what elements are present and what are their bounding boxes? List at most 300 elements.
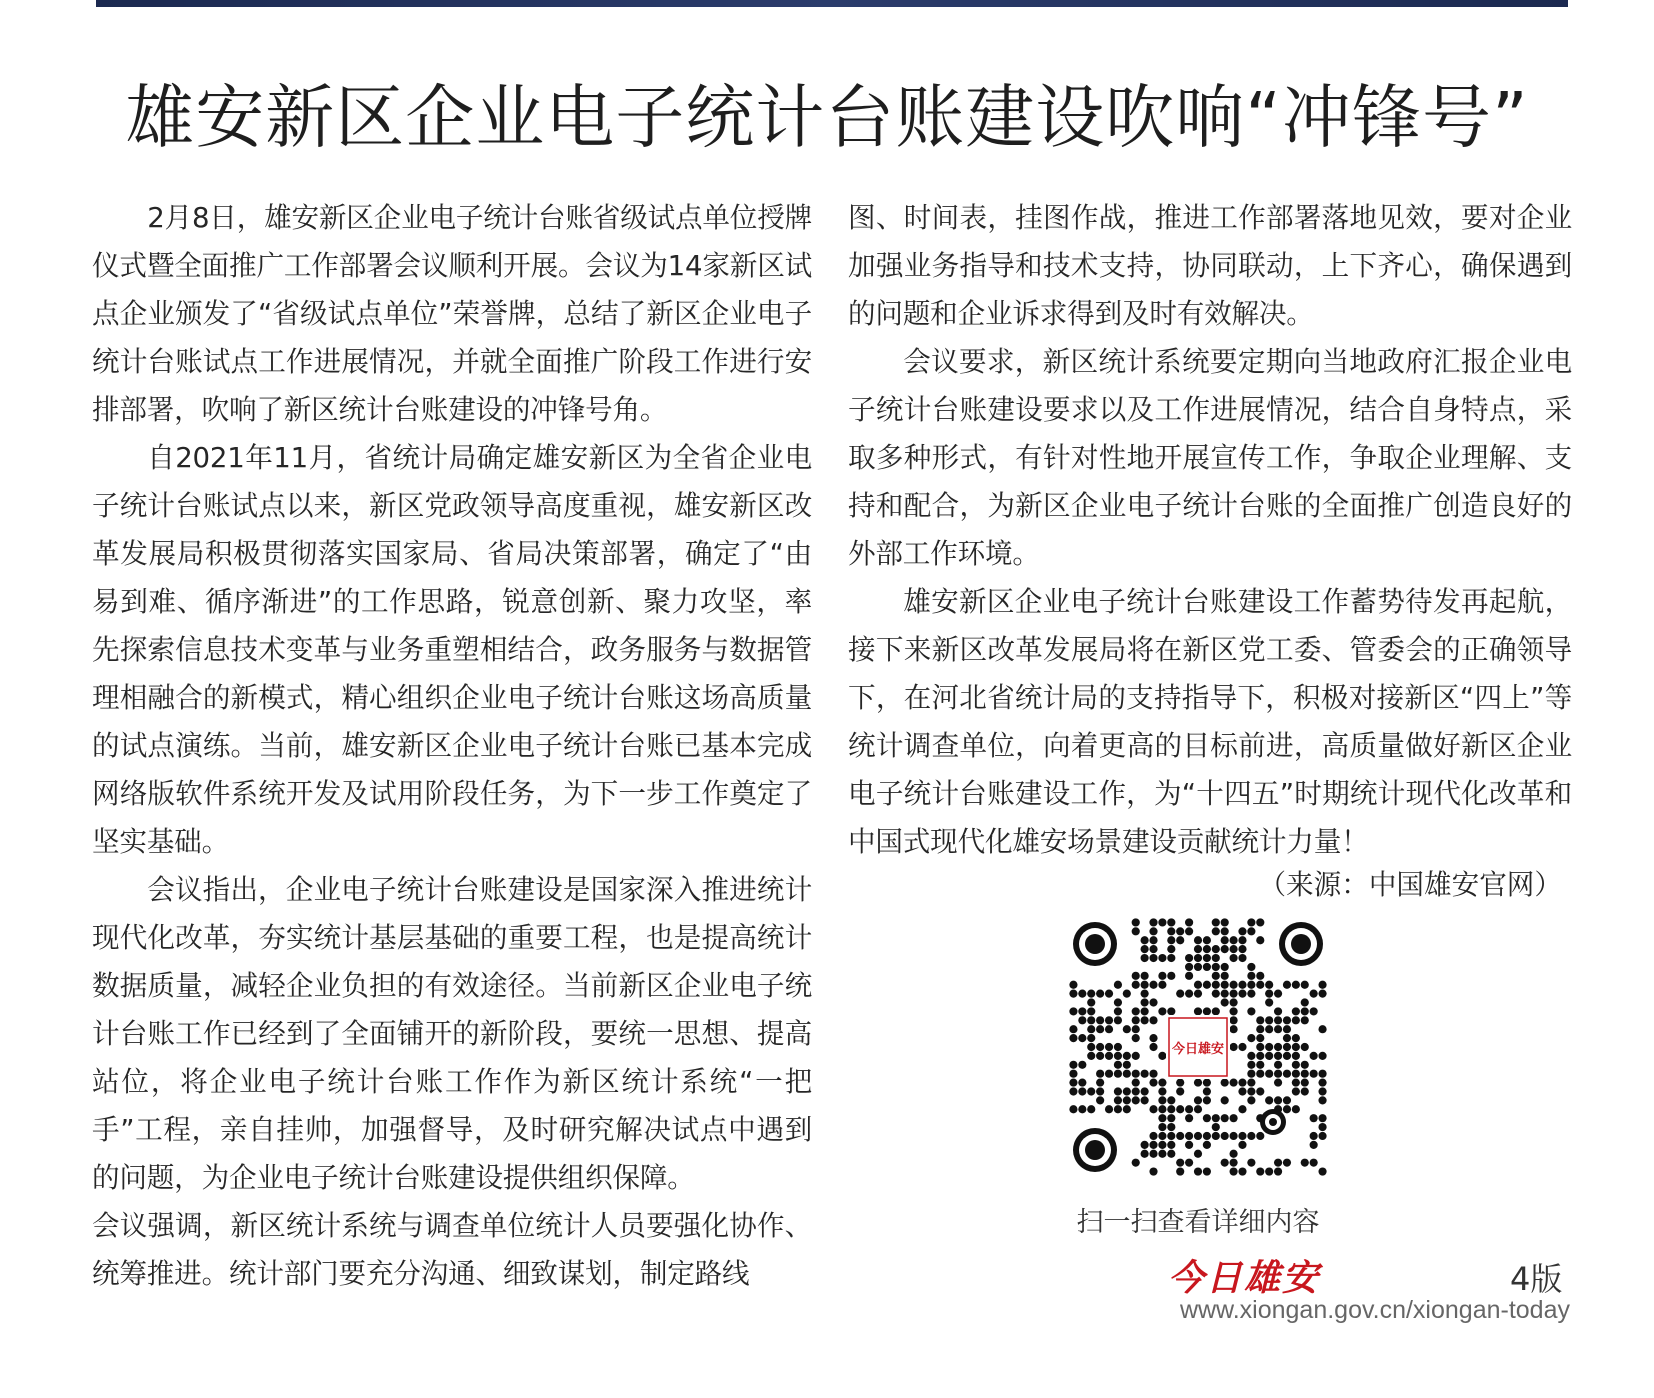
qr-module <box>1318 1167 1326 1175</box>
qr-module <box>1256 1070 1264 1078</box>
qr-module <box>1292 1061 1300 1069</box>
qr-module <box>1176 1087 1184 1095</box>
qr-module <box>1096 1096 1104 1104</box>
qr-module <box>1301 1070 1309 1078</box>
qr-module <box>1212 981 1220 989</box>
qr-module <box>1247 1061 1255 1069</box>
qr-module <box>1238 1167 1246 1175</box>
qr-module <box>1301 1078 1309 1086</box>
qr-module <box>1096 1052 1104 1060</box>
qr-module <box>1123 1070 1131 1078</box>
qr-module <box>1247 963 1255 971</box>
qr-module <box>1221 972 1229 980</box>
qr-module <box>1318 1078 1326 1086</box>
qr-module <box>1123 1096 1131 1104</box>
qr-module <box>1185 1141 1193 1149</box>
qr-module <box>1283 1159 1291 1167</box>
qr-module <box>1087 998 1095 1006</box>
qr-module <box>1229 1043 1237 1051</box>
qr-module <box>1114 1061 1122 1069</box>
qr-module <box>1194 963 1202 971</box>
qr-module <box>1123 1105 1131 1113</box>
qr-module <box>1069 1061 1077 1069</box>
qr-module <box>1301 1159 1309 1167</box>
qr-module <box>1247 1034 1255 1042</box>
qr-module <box>1256 1016 1264 1024</box>
paragraph-2: 自2021年11月，省统计局确定雄安新区为全省企业电子统计台账试点以来，新区党政领导高度重视，雄安新区改革发展局积极贯彻落实国家局、省局决策部署，确定了“由易到难、循序渐进”的工作思路，锐意创新、聚力攻坚，率先探索信息技术变革与业务重塑相结合，政务服务与数据管理相融合的新模式，精心组织企业电子统计台账这场高质量的试点演练。当前，雄安新区企业电子统计台账已基本完成网络版软件系统开发及试用阶段任务，为下一步工作奠定了坚实基础。 <box>92 441 812 858</box>
qr-module <box>1069 981 1077 989</box>
publication-logo: 今日雄安 <box>1168 1257 1321 1299</box>
qr-module <box>1087 1025 1095 1033</box>
qr-module <box>1194 1150 1202 1158</box>
qr-module <box>1256 1061 1264 1069</box>
qr-module <box>1318 990 1326 998</box>
qr-module <box>1274 1070 1282 1078</box>
qr-module <box>1078 1016 1086 1024</box>
qr-module <box>1256 1025 1264 1033</box>
qr-module <box>1265 1025 1273 1033</box>
qr-module <box>1114 1052 1122 1060</box>
qr-module <box>1149 998 1157 1006</box>
website-url[interactable]: www.xiongan.gov.cn/xiongan-today <box>1179 1296 1570 1324</box>
paragraph-6: 雄安新区企业电子统计台账建设工作蓄势待发再起航，接下来新区改革发展局将在新区党工委、管委会的正确领导下，在河北省统计局的支持指导下，积极对接新区“四上”等统计调查单位，向着更高的目标前进，高质量做好新区企业电子统计台账建设工作，为“十四五”时期统计现代化改革和中国式现代化雄安场景建设贡献统计力量！ <box>848 585 1572 858</box>
qr-module <box>1069 1007 1077 1015</box>
qr-module <box>1141 1150 1149 1158</box>
qr-module <box>1221 990 1229 998</box>
qr-module <box>1212 954 1220 962</box>
page-number: 4版 <box>1510 1260 1563 1298</box>
qr-module <box>1203 1141 1211 1149</box>
qr-module <box>1310 1070 1318 1078</box>
qr-module <box>1256 918 1264 926</box>
qr-module <box>1149 945 1157 953</box>
qr-module <box>1167 1105 1175 1113</box>
qr-module <box>1194 945 1202 953</box>
qr-module <box>1283 1034 1291 1042</box>
qr-module <box>1318 1052 1326 1060</box>
qr-module <box>1203 954 1211 962</box>
qr-module <box>1069 1078 1077 1086</box>
qr-module <box>1149 1016 1157 1024</box>
top-rule-bar <box>96 0 1568 7</box>
qr-module <box>1114 981 1122 989</box>
qr-module <box>1310 1007 1318 1015</box>
qr-module <box>1132 1159 1140 1167</box>
qr-module <box>1167 918 1175 926</box>
qr-module <box>1132 1070 1140 1078</box>
qr-module <box>1158 1052 1166 1060</box>
qr-module <box>1229 981 1237 989</box>
qr-module <box>1221 1159 1229 1167</box>
qr-module <box>1194 1132 1202 1140</box>
qr-module <box>1158 1123 1166 1131</box>
qr-module <box>1292 1052 1300 1060</box>
qr-module <box>1158 1150 1166 1158</box>
qr-module <box>1194 981 1202 989</box>
qr-module <box>1185 1132 1193 1140</box>
qr-module <box>1176 1167 1184 1175</box>
qr-module <box>1274 1043 1282 1051</box>
qr-module <box>1114 998 1122 1006</box>
qr-module <box>1265 1016 1273 1024</box>
paragraph-5: 会议要求，新区统计系统要定期向当地政府汇报企业电子统计台账建设要求以及工作进展情况，结合自身特点，采取多种形式，有针对性地开展宣传工作，争取企业理解、支持和配合，为新区企业电子统计台账的全面推广创造良好的外部工作环境。 <box>848 345 1572 570</box>
qr-module <box>1141 1007 1149 1015</box>
qr-module <box>1229 990 1237 998</box>
qr-module <box>1229 998 1237 1006</box>
qr-module <box>1096 1078 1104 1086</box>
qr-module <box>1141 998 1149 1006</box>
qr-module <box>1265 1096 1273 1104</box>
qr-module <box>1238 1078 1246 1086</box>
qr-module <box>1185 1159 1193 1167</box>
qr-module <box>1310 1132 1318 1140</box>
qr-module <box>1310 1052 1318 1060</box>
qr-module <box>1069 1034 1077 1042</box>
qr-module <box>1212 918 1220 926</box>
qr-module <box>1096 1087 1104 1095</box>
qr-module <box>1132 1025 1140 1033</box>
qr-module <box>1149 1070 1157 1078</box>
qr-module <box>1105 1016 1113 1024</box>
qr-module <box>1132 1016 1140 1024</box>
qr-module <box>1203 1096 1211 1104</box>
qr-module <box>1256 936 1264 944</box>
qr-module <box>1105 990 1113 998</box>
qr-module <box>1141 1141 1149 1149</box>
qr-module <box>1283 1025 1291 1033</box>
qr-module <box>1318 1025 1326 1033</box>
qr-module <box>1141 990 1149 998</box>
qr-module <box>1247 1007 1255 1015</box>
paragraph-4: 会议强调，新区统计系统与调查单位统计人员要强化协作、统筹推进。统计部门要充分沟通、细致谋划，制定路线 <box>92 1209 812 1290</box>
qr-module <box>1247 1159 1255 1167</box>
qr-module <box>1203 1007 1211 1015</box>
qr-module <box>1158 1078 1166 1086</box>
qr-module <box>1229 1007 1237 1015</box>
qr-module <box>1167 1141 1175 1149</box>
qr-module <box>1167 1096 1175 1104</box>
qr-module <box>1283 1043 1291 1051</box>
article-left-column <box>92 194 812 1298</box>
qr-module <box>1274 1016 1282 1024</box>
qr-module <box>1078 1007 1086 1015</box>
qr-module <box>1212 972 1220 980</box>
qr-module <box>1229 1016 1237 1024</box>
qr-module <box>1114 1043 1122 1051</box>
qr-module <box>1141 981 1149 989</box>
qr-module <box>1283 1096 1291 1104</box>
qr-module <box>1141 1016 1149 1024</box>
qr-module <box>1176 990 1184 998</box>
qr-module <box>1274 1096 1282 1104</box>
qr-module <box>1256 981 1264 989</box>
qr-module <box>1203 1114 1211 1122</box>
qr-module <box>1256 972 1264 980</box>
qr-module <box>1087 1016 1095 1024</box>
qr-module <box>1167 972 1175 980</box>
qr-module <box>1221 936 1229 944</box>
qr-module <box>1078 1078 1086 1086</box>
qr-module <box>1132 927 1140 935</box>
paragraph-4-continued: 图、时间表，挂图作战，推进工作部署落地见效，要对企业加强业务指导和技术支持，协同联动，上下齐心，确保遇到的问题和企业诉求得到及时有效解决。 <box>848 201 1572 330</box>
qr-module <box>1283 1016 1291 1024</box>
qr-module <box>1087 1087 1095 1095</box>
qr-module <box>1292 1070 1300 1078</box>
qr-module <box>1194 936 1202 944</box>
qr-module <box>1132 918 1140 926</box>
qr-module <box>1132 981 1140 989</box>
qr-module <box>1141 1070 1149 1078</box>
qr-module <box>1256 1132 1264 1140</box>
qr-module <box>1167 945 1175 953</box>
qr-module <box>1123 990 1131 998</box>
qr-module <box>1078 990 1086 998</box>
qr-module <box>1185 954 1193 962</box>
qr-module <box>1167 1007 1175 1015</box>
qr-module <box>1158 1096 1166 1104</box>
qr-module <box>1194 1096 1202 1104</box>
qr-module <box>1158 918 1166 926</box>
qr-module <box>1123 1061 1131 1069</box>
qr-module <box>1221 1114 1229 1122</box>
qr-module <box>1274 990 1282 998</box>
qr-module <box>1274 1007 1282 1015</box>
qr-module <box>1123 1087 1131 1095</box>
qr-module <box>1194 1167 1202 1175</box>
qr-module <box>1301 1043 1309 1051</box>
qr-module <box>1221 918 1229 926</box>
qr-module <box>1105 1052 1113 1060</box>
qr-module <box>1078 1105 1086 1113</box>
qr-module <box>1114 1087 1122 1095</box>
qr-module <box>1221 1096 1229 1104</box>
qr-module <box>1194 1007 1202 1015</box>
qr-module <box>1212 1132 1220 1140</box>
qr-module <box>1247 1096 1255 1104</box>
qr-module <box>1292 1078 1300 1086</box>
qr-module <box>1318 1114 1326 1122</box>
qr-module <box>1203 945 1211 953</box>
qr-module <box>1274 1159 1282 1167</box>
qr-module <box>1203 1087 1211 1095</box>
qr-module <box>1256 1034 1264 1042</box>
qr-module <box>1176 927 1184 935</box>
qr-module <box>1256 1052 1264 1060</box>
qr-module <box>1229 1167 1237 1175</box>
qr-finder-bottom-left <box>1073 1128 1117 1172</box>
qr-module <box>1292 1034 1300 1042</box>
qr-module <box>1247 990 1255 998</box>
qr-module <box>1247 981 1255 989</box>
qr-module <box>1265 1052 1273 1060</box>
qr-module <box>1221 1078 1229 1086</box>
qr-module <box>1203 1132 1211 1140</box>
qr-module <box>1221 927 1229 935</box>
qr-module <box>1078 1061 1086 1069</box>
qr-module <box>1265 990 1273 998</box>
qr-module <box>1149 1141 1157 1149</box>
qr-module <box>1167 1114 1175 1122</box>
qr-module <box>1221 963 1229 971</box>
qr-module <box>1212 945 1220 953</box>
qr-module <box>1087 1052 1095 1060</box>
qr-module <box>1221 998 1229 1006</box>
qr-module <box>1105 1043 1113 1051</box>
qr-module <box>1096 1043 1104 1051</box>
qr-module <box>1247 1087 1255 1095</box>
qr-module <box>1185 972 1193 980</box>
qr-module <box>1256 1087 1264 1095</box>
qr-module <box>1132 972 1140 980</box>
qr-module <box>1301 981 1309 989</box>
qr-module <box>1123 1025 1131 1033</box>
article-source: （来源：中国雄安官网） <box>1258 868 1562 901</box>
qr-module <box>1158 1141 1166 1149</box>
qr-module <box>1132 1052 1140 1060</box>
qr-module <box>1132 1007 1140 1015</box>
qr-module <box>1247 1070 1255 1078</box>
qr-code[interactable] <box>1069 918 1327 1176</box>
qr-module <box>1292 1007 1300 1015</box>
paragraph-3: 会议指出，企业电子统计台账建设是国家深入推进统计现代化改革，夯实统计基层基础的重要工程，也是提高统计数据质量，减轻企业负担的有效途径。当前新区企业电子统计台账工作已经到了全面铺开的新阶段，要统一思想、提高站位，将企业电子统计台账工作作为新区统计系统“一把手”工程，亲自挂帅，加强督导，及时研究解决试点中遇到的问题，为企业电子统计台账建设提供组织保障。 <box>92 873 812 1194</box>
qr-module <box>1238 927 1246 935</box>
qr-module <box>1238 990 1246 998</box>
qr-module <box>1247 1052 1255 1060</box>
qr-module <box>1265 1043 1273 1051</box>
qr-module <box>1212 1123 1220 1131</box>
qr-module <box>1292 1105 1300 1113</box>
qr-module <box>1096 1025 1104 1033</box>
qr-finder-top-right <box>1279 922 1323 966</box>
qr-module <box>1132 1087 1140 1095</box>
qr-module <box>1247 972 1255 980</box>
qr-module <box>1283 1052 1291 1060</box>
qr-module <box>1229 1150 1237 1158</box>
qr-module <box>1194 954 1202 962</box>
qr-caption: 扫一扫查看详细内容 <box>1076 1207 1320 1238</box>
qr-module <box>1274 1052 1282 1060</box>
qr-module <box>1158 1007 1166 1015</box>
qr-module <box>1229 945 1237 953</box>
qr-module <box>1149 954 1157 962</box>
qr-module <box>1069 990 1077 998</box>
qr-module <box>1292 1016 1300 1024</box>
qr-module <box>1158 954 1166 962</box>
qr-module <box>1194 1105 1202 1113</box>
qr-module <box>1105 1025 1113 1033</box>
qr-logo-label: 今日雄安 <box>1171 1042 1225 1057</box>
qr-module <box>1301 1087 1309 1095</box>
qr-module <box>1114 1007 1122 1015</box>
qr-module <box>1265 1167 1273 1175</box>
paragraph-1: 2月8日，雄安新区企业电子统计台账省级试点单位授牌仪式暨全面推广工作部署会议顺利开展。会议为14家新区试点企业颁发了“省级试点单位”荣誉牌，总结了新区企业电子统计台账试点工作进展情况，并就全面推广阶段工作进行安排部署，吹响了新区统计台账建设的冲锋号角。 <box>92 201 812 426</box>
qr-module <box>1158 981 1166 989</box>
qr-module <box>1185 990 1193 998</box>
qr-module <box>1203 963 1211 971</box>
qr-module <box>1114 1096 1122 1104</box>
qr-module <box>1078 1087 1086 1095</box>
qr-module <box>1149 1150 1157 1158</box>
qr-module <box>1149 918 1157 926</box>
qr-module <box>1141 954 1149 962</box>
qr-module <box>1087 1034 1095 1042</box>
qr-module <box>1069 1025 1077 1033</box>
qr-module <box>1318 1096 1326 1104</box>
qr-module <box>1167 936 1175 944</box>
qr-module <box>1114 1016 1122 1024</box>
qr-module <box>1132 1078 1140 1086</box>
qr-module <box>1203 936 1211 944</box>
qr-module <box>1141 945 1149 953</box>
qr-module <box>1283 1105 1291 1113</box>
qr-module <box>1105 1070 1113 1078</box>
qr-module <box>1229 1114 1237 1122</box>
qr-module <box>1149 1034 1157 1042</box>
qr-module <box>1132 1034 1140 1042</box>
qr-module <box>1221 1132 1229 1140</box>
qr-module <box>1167 954 1175 962</box>
qr-module <box>1176 936 1184 944</box>
qr-module <box>1203 1167 1211 1175</box>
qr-module <box>1069 1087 1077 1095</box>
qr-module <box>1176 1105 1184 1113</box>
qr-module <box>1087 1105 1095 1113</box>
qr-module <box>1096 1070 1104 1078</box>
qr-module <box>1318 1070 1326 1078</box>
qr-module <box>1238 981 1246 989</box>
qr-module <box>1292 981 1300 989</box>
qr-module <box>1167 1150 1175 1158</box>
qr-module <box>1310 1141 1318 1149</box>
qr-module <box>1212 1007 1220 1015</box>
qr-module <box>1158 1087 1166 1095</box>
qr-module <box>1158 1132 1166 1140</box>
qr-module <box>1221 981 1229 989</box>
qr-module <box>1158 972 1166 980</box>
qr-module <box>1185 1114 1193 1122</box>
qr-module <box>1212 963 1220 971</box>
qr-module <box>1229 954 1237 962</box>
qr-module <box>1149 927 1157 935</box>
qr-module <box>1238 945 1246 953</box>
qr-module <box>1158 1114 1166 1122</box>
qr-module <box>1238 1141 1246 1149</box>
qr-alignment-mark <box>1260 1109 1286 1135</box>
qr-module <box>1167 1123 1175 1131</box>
qr-module <box>1096 1016 1104 1024</box>
qr-module <box>1176 1078 1184 1086</box>
qr-module <box>1149 1078 1157 1086</box>
qr-module <box>1229 936 1237 944</box>
qr-module <box>1238 954 1246 962</box>
qr-module <box>1274 1025 1282 1033</box>
qr-module <box>1221 945 1229 953</box>
qr-module <box>1212 927 1220 935</box>
qr-module <box>1229 1025 1237 1033</box>
qr-module <box>1149 1043 1157 1051</box>
qr-module <box>1247 918 1255 926</box>
qr-module <box>1265 998 1273 1006</box>
qr-module <box>1274 1061 1282 1069</box>
qr-module <box>1283 1070 1291 1078</box>
qr-module <box>1212 990 1220 998</box>
qr-module <box>1123 1052 1131 1060</box>
qr-module <box>1301 1061 1309 1069</box>
qr-module <box>1141 1096 1149 1104</box>
qr-module <box>1229 1159 1237 1167</box>
qr-module <box>1185 1105 1193 1113</box>
qr-module <box>1318 1123 1326 1131</box>
